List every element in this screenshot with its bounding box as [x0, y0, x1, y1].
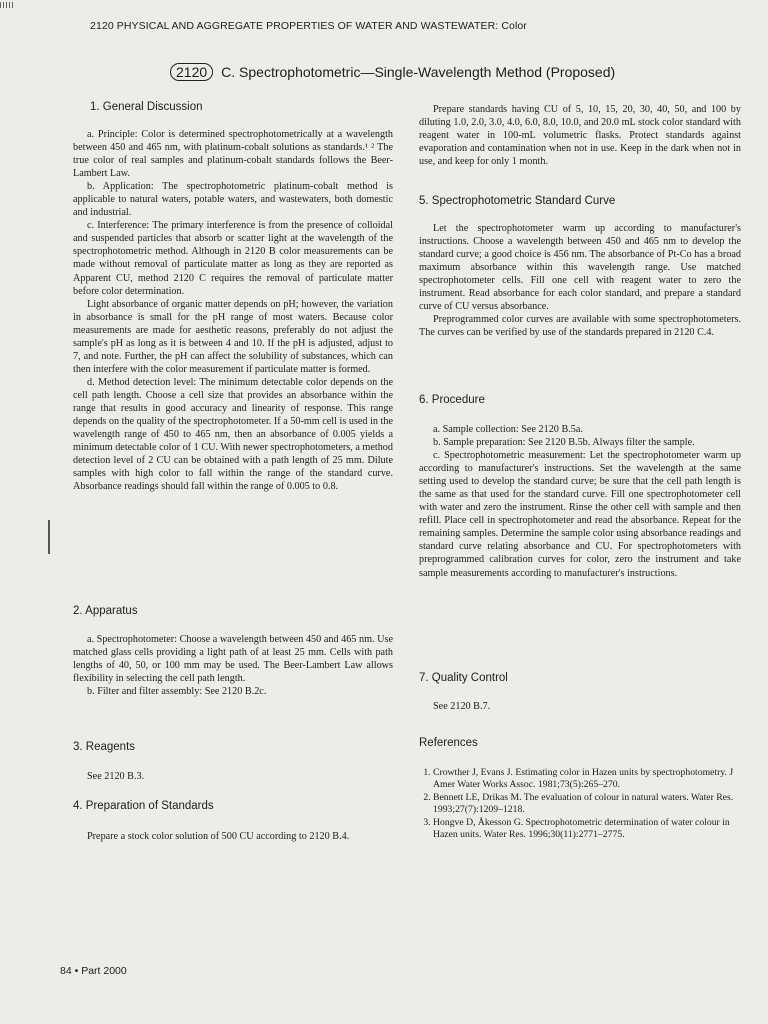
heading-reagents: 3. Reagents	[73, 741, 136, 753]
paragraph-sample-preparation: b. Sample preparation: See 2120 B.5b. Always filter the sample.	[433, 437, 695, 449]
heading-preparation: 4. Preparation of Standards	[73, 800, 214, 812]
heading-apparatus: 2. Apparatus	[73, 605, 138, 617]
heading-references: References	[419, 737, 478, 749]
general-discussion-body	[73, 128, 393, 493]
scan-artifact	[48, 520, 50, 554]
paragraph-sample-collection: a. Sample collection: See 2120 B.5a.	[433, 424, 583, 435]
paragraph-spectrophotometer: a. Spectrophotometer: Choose a wavelength between 450 and 465 nm. Use matched glass cells providing a light path of at least 25 mm. Cells with path lengths of 40, 50, or 100 mm may be used. The Beer-Lambert Law allows flexibility in selecting the cell path length.	[73, 634, 393, 685]
paragraph-filter: b. Filter and filter assembly: See 2120 B.2c.	[87, 686, 267, 698]
paragraph-principle: a. Principle: Color is determined spectrophotometrically at a wavelength between 450 and 465 nm, with platinum-cobalt solutions as standards.¹ ² The true color of real samples and platinum-cobalt standards follows the Beer-Lambert Law.	[73, 129, 393, 180]
paragraph-interference: c. Interference: The primary interference is from the presence of colloidal and suspended particles that absorb or scatter light at the wavelength of the spectrophotometric method. Although in 2120 B color measurements can be made without removal of particulate matter as long as they are reported as Apparent CU, method 2120 C requires the removal of particulate matter before color determination.	[73, 220, 393, 297]
heading-standard-curve: 5. Spectrophotometric Standard Curve	[419, 195, 616, 207]
apparatus-body	[73, 633, 393, 698]
paragraph-reagents: See 2120 B.3.	[87, 771, 145, 782]
paragraph-measurement: c. Spectrophotometric measurement: Let the spectrophotometer warm up according to manufacturer's instructions. Set the wavelength at the same setting used to develop the standard curve; be sure that the cell path length is the same as that used for the standard curve. Fill one spectrophotometer cell with water and zero the instrument. Rinse the other cell with sample and then refill. Place cell in spectrophotometer and read the absorbance. Repeat for the remaining samples. Determine the sample color using absorbance readings and standard curve relating absorbance and CU. For spectrophotometers with preprogrammed calibration curves for color, zero the instrument and take sample measurements according to manufacturer's instructions.	[419, 450, 741, 579]
paragraph-stock: Prepare a stock color solution of 500 CU according to 2120 B.4.	[87, 831, 350, 842]
procedure-body	[419, 423, 741, 580]
standards-body	[419, 103, 741, 168]
heading-quality-control: 7. Quality Control	[419, 672, 508, 684]
running-head: 2120 PHYSICAL AND AGGREGATE PROPERTIES OF WATER AND WASTEWATER: Color	[90, 20, 527, 32]
section-number: 2120	[170, 63, 213, 81]
heading-general-discussion: 1. General Discussion	[90, 101, 203, 113]
heading-procedure: 6. Procedure	[419, 394, 485, 406]
scan-artifact	[0, 2, 14, 8]
standard-curve-body	[419, 222, 741, 339]
reference-item: 3. Hongve D, Åkesson G. Spectrophotometric determination of water colour in Hazen units. Water Res. 1996;30(11):2771–2775.	[433, 817, 741, 842]
paragraph-detection-level: d. Method detection level: The minimum detectable color depends on the cell path length. Choose a cell size that provides an absorbance within the range that results in good accuracy and linearity of response. This range depends on the quality of the spectrophotometer. If a 50-mm cell is used in the wavelength range of 450 to 465 nm, then an absorbance of 0.005 yields a minimum detectable color of 1 CU. With newer spectrophotometers, a method detection level of 2 CU can be obtained with a path length of 25 mm. Dilute samples with high color to fall within the range of the standard curve. Absorbance readings should fall within the range of 0.005 to 0.8.	[73, 376, 393, 493]
reference-item: 1. Crowther J, Evans J. Estimating color in Hazen units by spectrophotometry. J Amer Water Works Assoc. 1981;73(5):265–270.	[433, 767, 741, 792]
paragraph-preprogrammed: Preprogrammed color curves are available with some spectrophotometers. The curves can be verified by use of the standards prepared in 2120 C.4.	[419, 314, 741, 339]
paragraph-quality-control: See 2120 B.7.	[433, 701, 491, 712]
page-footer: 84 • Part 2000	[60, 965, 127, 977]
paragraph-warm-up: Let the spectrophotometer warm up according to manufacturer's instructions. Choose a wavelength between 450 and 465 nm to develop the standard curve; a good choice is 456 nm. The absorbance of Pt-Co has a broad maximum absorbance within this wavelength range. Use matched spectrophotometer cells. Fill one cell with reagent water to zero the instrument. Read absorbance for each color standard, and prepare a standard curve of CU versus absorbance.	[419, 223, 741, 313]
reagents-body	[73, 770, 393, 783]
paragraph-application: b. Application: The spectrophotometric platinum-cobalt method is applicable to natural waters, potable waters, and wastewaters, both domestic and industrial.	[73, 181, 393, 219]
section-heading: C. Spectrophotometric—Single-Wavelength Method (Proposed)	[221, 64, 616, 80]
references-list	[419, 767, 741, 841]
reference-item: 2. Bennett LE, Drikas M. The evaluation of colour in natural waters. Water Res. 1993;27(7):1209–1218.	[433, 792, 741, 817]
paragraph-ph: Light absorbance of organic matter depends on pH; however, the variation in absorbance is small for the pH range of most waters. Because color measurements are made for aesthetic reasons, preferably do not adjust the sample's pH as long as it is between 4 and 10. If the pH is adjusted, adjust to 7, and note. Further, the pH can affect the solubility of substances, which can then interfere with the color measurement if particulate matter is formed.	[73, 298, 393, 375]
paragraph-standards: Prepare standards having CU of 5, 10, 15, 20, 30, 40, 50, and 100 by diluting 1.0, 2.0, 3.0, 4.0, 6.0, 8.0, 10.0, and 20.0 mL stock color standard with reagent water in 100-mL volumetric flasks. Protect standards against evaporation and contamination when not in use. Keep in the dark when not in use, and keep for only 1 month.	[419, 104, 741, 168]
section-title	[170, 63, 615, 81]
preparation-body	[73, 830, 393, 843]
quality-control-body	[419, 700, 741, 713]
